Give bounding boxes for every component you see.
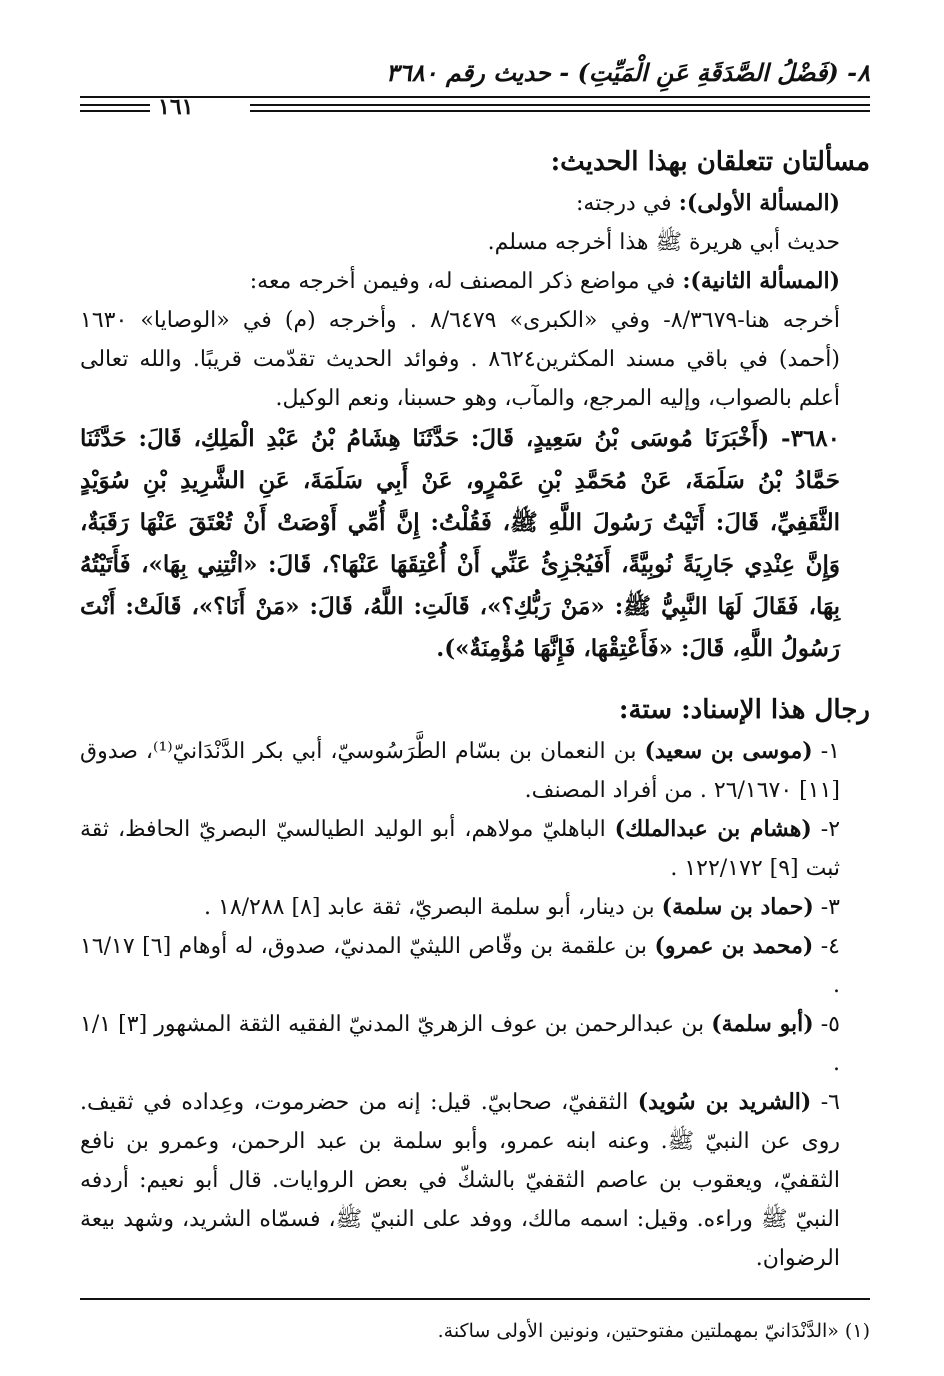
page-number: ١٦١ <box>158 94 194 120</box>
issue-two-label: (المسألة الثانية): <box>682 268 840 294</box>
issue-two <box>80 262 870 301</box>
issue-one-label: (المسألة الأولى): <box>678 190 840 216</box>
running-title: ٨- (فَضْلُ الصَّدَقَةِ عَنِ الْمَيِّتِ) - حديث رقم ٣٦٨٠ <box>385 58 870 87</box>
hadith-text: ٣٦٨٠- (أَخْبَرَنَا مُوسَى بْنُ سَعِيدٍ، قَالَ: حَدَّثَنَا هِشَامُ بْنُ عَبْدِ الْمَلِكِ، قَالَ: حَدَّثَنَا حَمَّادُ بْنُ سَلَمَةَ، عَنْ مُحَمَّدِ بْنِ عَمْرٍو، عَنْ أَبِي سَلَمَةَ، عَنِ الشَّرِيدِ بْنِ سُوَيْدٍ الثَّقَفِيِّ، قَالَ: أَتَيْتُ رَسُولَ اللَّهِ ﷺ، فَقُلْتُ: إِنَّ أُمِّي أَوْصَتْ أَنْ تُعْتَقَ عَنْهَا رَقَبَةٌ، وَإِنَّ عِنْدِي جَارِيَةً نُوبِيَّةً، أَفَيُجْزِئُ عَنِّي أَنْ أُعْتِقَهَا عَنْهَا؟، قَالَ: «ائْتِنِي بِهَا»، فَأَتَيْتُهُ بِهَا، فَقَالَ لَهَا النَّبِيُّ ﷺ: «مَنْ رَبُّكِ؟»، قَالَتِ: اللَّهُ، قَالَ: «مَنْ أَنَا؟»، قَالَتْ: أَنْتَ رَسُولُ اللَّهِ، قَالَ: «فَأَعْتِقْهَا، فَإِنَّهَا مُؤْمِنَةٌ»). <box>80 425 841 662</box>
issue-two-text: في مواضع ذكر المصنف له، وفيمن أخرجه معه: <box>249 269 683 294</box>
narrator-item <box>80 1005 870 1083</box>
issue-one-text: في درجته: <box>575 191 679 216</box>
double-rule-left <box>80 104 150 112</box>
narrator-description: الباهليّ مولاهم، أبو الوليد الطيالسيّ البصريّ الحافظ، ثقة ثبت [٩] ١٢٢/١٧٢ . <box>80 817 840 881</box>
page-header <box>80 50 870 122</box>
header-rule <box>80 96 870 98</box>
section-title-issues: مسألتان تتعلقان بهذا الحديث: <box>550 147 870 177</box>
narrator-name: (أبو سلمة) <box>711 1011 814 1037</box>
narrator-number: ٥- <box>813 1012 840 1037</box>
narrator-name: (محمد بن عمرو) <box>654 933 814 959</box>
narrator-description: بن دينار، أبو سلمة البصريّ، ثقة عابد [٨] ١٨/٢٨٨ . <box>204 895 662 920</box>
narrator-number: ٦- <box>811 1090 840 1115</box>
narrator-item <box>80 810 870 888</box>
narrator-number: ٤- <box>813 934 840 959</box>
narrator-number: ٢- <box>811 817 841 842</box>
narrator-description: بن النعمان بن بسّام الطَّرَسُوسيّ، أبي بكر الدَّنْدَانيّ⁽¹⁾، صدوق [١١] ٢٦/١٦٧٠ . من أفراد المصنف. <box>80 739 840 803</box>
narrator-name: (حماد بن سلمة) <box>661 894 814 920</box>
footnote-divider <box>80 1298 870 1300</box>
narrator-item <box>80 888 870 927</box>
narrator-number: ١- <box>812 739 840 764</box>
narrator-name: (موسى بن سعيد) <box>644 738 813 764</box>
double-rule-right <box>250 104 870 112</box>
section-title-narrators: رجال هذا الإسناد: ستة: <box>618 695 870 725</box>
footnote: (١) «الدَّنْدَانيّ بمهملتين مفتوحتين، ونونين الأولى ساكنة. <box>437 1320 870 1342</box>
page <box>80 50 870 1350</box>
narrator-number: ٣- <box>813 895 840 920</box>
issue-one-body: حديث أبي هريرة ﷺ هذا أخرجه مسلم. <box>487 230 840 255</box>
narrator-item <box>80 927 870 1005</box>
header-rule-row <box>80 94 870 120</box>
narrator-description: بن عبدالرحمن بن عوف الزهريّ المدنيّ الفقيه الثقة المشهور [٣] ١/١ . <box>80 1012 840 1076</box>
narrator-name: (هشام بن عبدالملك) <box>614 816 812 842</box>
narrator-description: الثقفيّ، صحابيّ. قيل: إنه من حضرموت، وعِداده في ثقيف. روى عن النبيّ ﷺ. وعنه ابنه عمرو، وأبو سلمة بن عبد الرحمن، وعمرو بن نافع الثقفيّ، ويعقوب بن عاصم الثقفيّ بالشكّ في بعض الروايات. قال أبو نعيم: أردفه النبيّ ﷺ وراءه. وقيل: اسمه مالك، ووفد على النبيّ ﷺ، فسمّاه الشريد، وشهد بيعة الرضوان. <box>80 1090 840 1271</box>
narrator-item <box>80 732 870 810</box>
main-content <box>80 140 870 1348</box>
narrator-item <box>80 1083 870 1278</box>
issue-one <box>80 184 870 223</box>
narrator-description: بن علقمة بن وقّاص الليثيّ المدنيّ، صدوق، له أوهام [٦] ١٦/١٧ . <box>80 934 840 998</box>
issue-two-body: أخرجه هنا-٨/٣٦٧٩- وفي «الكبرى» ٨/٦٤٧٩ . وأخرجه (م) في «الوصايا» ١٦٣٠ (أحمد) في باقي مسند المكثرين٨٦٢٤ . وفوائد الحديث تقدّمت قريبًا. والله تعالى أعلم بالصواب، وإليه المرجع، والمآب، وهو حسبنا، ونعم الوكيل. <box>80 308 841 411</box>
narrator-name: (الشريد بن سُويد) <box>637 1089 812 1115</box>
